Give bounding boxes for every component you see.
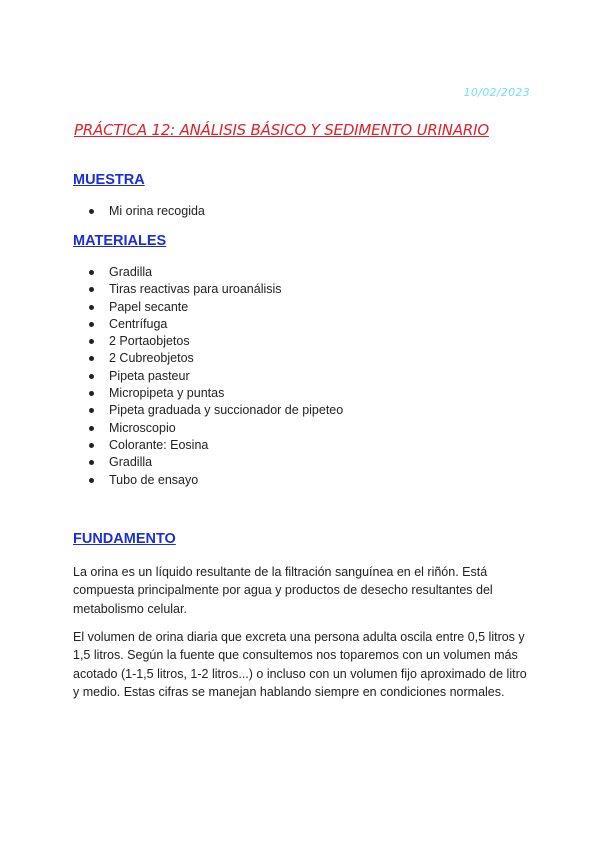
bullet-icon <box>89 209 94 214</box>
list-item-text: Colorante: Eosina <box>109 437 209 452</box>
list-item-text: 2 Portaobjetos <box>109 334 190 349</box>
muestra-list <box>73 203 205 220</box>
bullet-icon <box>89 443 94 448</box>
list-item <box>73 350 343 367</box>
list-item <box>73 281 343 298</box>
section-heading-muestra: MUESTRA <box>73 172 145 188</box>
list-item <box>73 368 343 385</box>
list-item-text: Mi orina recogida <box>109 204 205 218</box>
list-item <box>73 454 343 471</box>
list-item-text: Tubo de ensayo <box>109 472 199 487</box>
bullet-icon <box>89 408 94 413</box>
list-item <box>73 333 343 350</box>
list-item <box>73 385 343 402</box>
bullet-icon <box>89 478 94 483</box>
bullet-icon <box>89 374 94 379</box>
list-item-text: Gradilla <box>109 455 153 470</box>
list-item-text: Pipeta graduada y succionador de pipeteo <box>109 403 344 418</box>
materiales-list <box>73 264 343 489</box>
bullet-icon <box>89 305 94 310</box>
paragraph: El volumen de orina diaria que excreta una persona adulta oscila entre 0,5 litros y 1,5 litros. Según la fuente que consultemos nos toparemos con un volumen más acotado (1-1,5 litros, 1-2 litros...) o incluso con un volumen fijo aproximado de litro y medio. Estas cifras se manejan hablando siempre en condiciones normales. <box>73 630 527 699</box>
paragraph: La orina es un líquido resultante de la filtración sanguínea en el riñón. Está compuesta principalmente por agua y productos de desecho resultantes del metabolismo celular. <box>73 565 493 616</box>
list-item <box>73 264 343 281</box>
list-item-text: Tiras reactivas para uroanálisis <box>109 282 282 297</box>
bullet-icon <box>89 339 94 344</box>
list-item-text: 2 Cubreobjetos <box>109 351 194 366</box>
list-item <box>73 316 343 333</box>
document-title: PRÁCTICA 12: ANÁLISIS BÁSICO Y SEDIMENTO URINARIO <box>74 121 489 139</box>
list-item <box>73 203 205 220</box>
list-item-text: Gradilla <box>109 265 153 279</box>
bullet-icon <box>89 270 94 275</box>
list-item-text: Centrífuga <box>109 316 168 331</box>
bullet-icon <box>89 287 94 292</box>
bullet-icon <box>89 460 94 465</box>
list-item-text: Papel secante <box>109 299 189 314</box>
section-heading-materiales: MATERIALES <box>73 233 167 249</box>
list-item-text: Micropipeta y puntas <box>109 386 225 401</box>
list-item-text: Microscopio <box>109 420 176 435</box>
list-item <box>73 299 343 316</box>
list-item <box>73 437 343 454</box>
bullet-icon <box>89 391 94 396</box>
list-item <box>73 420 343 437</box>
bullet-icon <box>89 356 94 361</box>
section-heading-fundamento: FUNDAMENTO <box>73 531 176 547</box>
list-item-text: Pipeta pasteur <box>109 368 190 383</box>
document-date: 10/02/2023 <box>463 86 530 99</box>
list-item <box>73 472 343 489</box>
list-item <box>73 402 343 419</box>
bullet-icon <box>89 426 94 431</box>
bullet-icon <box>89 322 94 327</box>
